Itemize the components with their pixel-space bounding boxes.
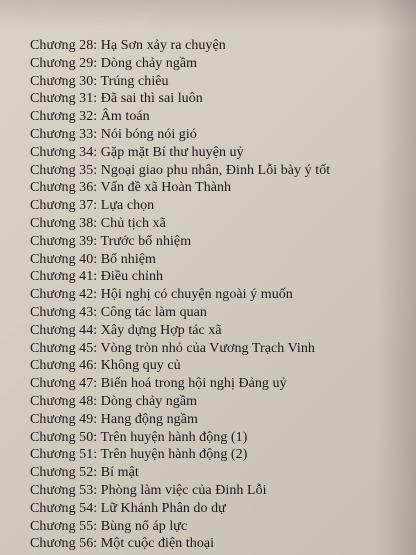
toc-entry: Chương 34: Gặp mặt Bí thư huyện uỷ <box>30 144 244 160</box>
toc-entry: Chương 37: Lựa chọn <box>30 198 155 214</box>
toc-entry: Chương 35: Ngoại giao phu nhân, Đinh Lỗi bày ý tốt <box>30 162 331 178</box>
toc-entry: Chương 48: Dòng chảy ngầm <box>30 393 198 409</box>
toc-entry: Chương 36: Vấn đề xã Hoàn Thành <box>30 180 232 196</box>
toc-entry: Chương 45: Vòng tròn nhỏ của Vương Trạch Vinh <box>30 340 315 356</box>
toc-entry: Chương 49: Hang động ngầm <box>30 411 198 427</box>
toc-entry: Chương 39: Trước bổ nhiệm <box>30 233 192 249</box>
page-shadow-top <box>0 0 416 30</box>
toc-entry: Chương 40: Bổ nhiệm <box>30 251 156 267</box>
toc-entry: Chương 55: Bùng nổ áp lực <box>30 518 188 534</box>
toc-entry: Chương 42: Hội nghị có chuyện ngoài ý muốn <box>30 287 293 303</box>
toc-entry: Chương 41: Điều chỉnh <box>30 269 164 285</box>
toc-entry: Chương 56: Một cuộc điện thoại <box>30 536 215 552</box>
toc-entry: Chương 28: Hạ Sơn xảy ra chuyện <box>30 38 226 53</box>
toc-entry: Chương 29: Dòng chảy ngầm <box>30 55 198 71</box>
toc-entry: Chương 43: Công tác làm quan <box>30 304 207 320</box>
toc-entry: Chương 47: Biến hoá trong hội nghị Đảng uỷ <box>30 376 287 392</box>
toc-entry: Chương 51: Trên huyện hành động (2) <box>30 447 248 463</box>
toc-entry: Chương 30: Trúng chiêu <box>30 73 169 89</box>
toc-entry: Chương 53: Phòng làm việc của Đinh Lỗi <box>30 482 267 498</box>
page-shadow-right <box>376 0 416 555</box>
table-of-contents <box>30 37 330 553</box>
toc-entry: Chương 54: Lữ Khánh Phân do dự <box>30 500 226 516</box>
toc-entry: Chương 32: Âm toán <box>30 109 150 125</box>
toc-entry: Chương 50: Trên huyện hành động (1) <box>30 429 248 445</box>
toc-entry: Chương 33: Nói bóng nói gió <box>30 126 197 142</box>
toc-entry: Chương 31: Đã sai thì sai luôn <box>30 91 203 107</box>
toc-entry: Chương 38: Chủ tịch xã <box>30 215 166 231</box>
toc-entry: Chương 46: Không quy củ <box>30 358 181 374</box>
toc-entry: Chương 52: Bí mật <box>30 465 139 481</box>
toc-entry: Chương 44: Xây dựng Hợp tác xã <box>30 322 222 338</box>
